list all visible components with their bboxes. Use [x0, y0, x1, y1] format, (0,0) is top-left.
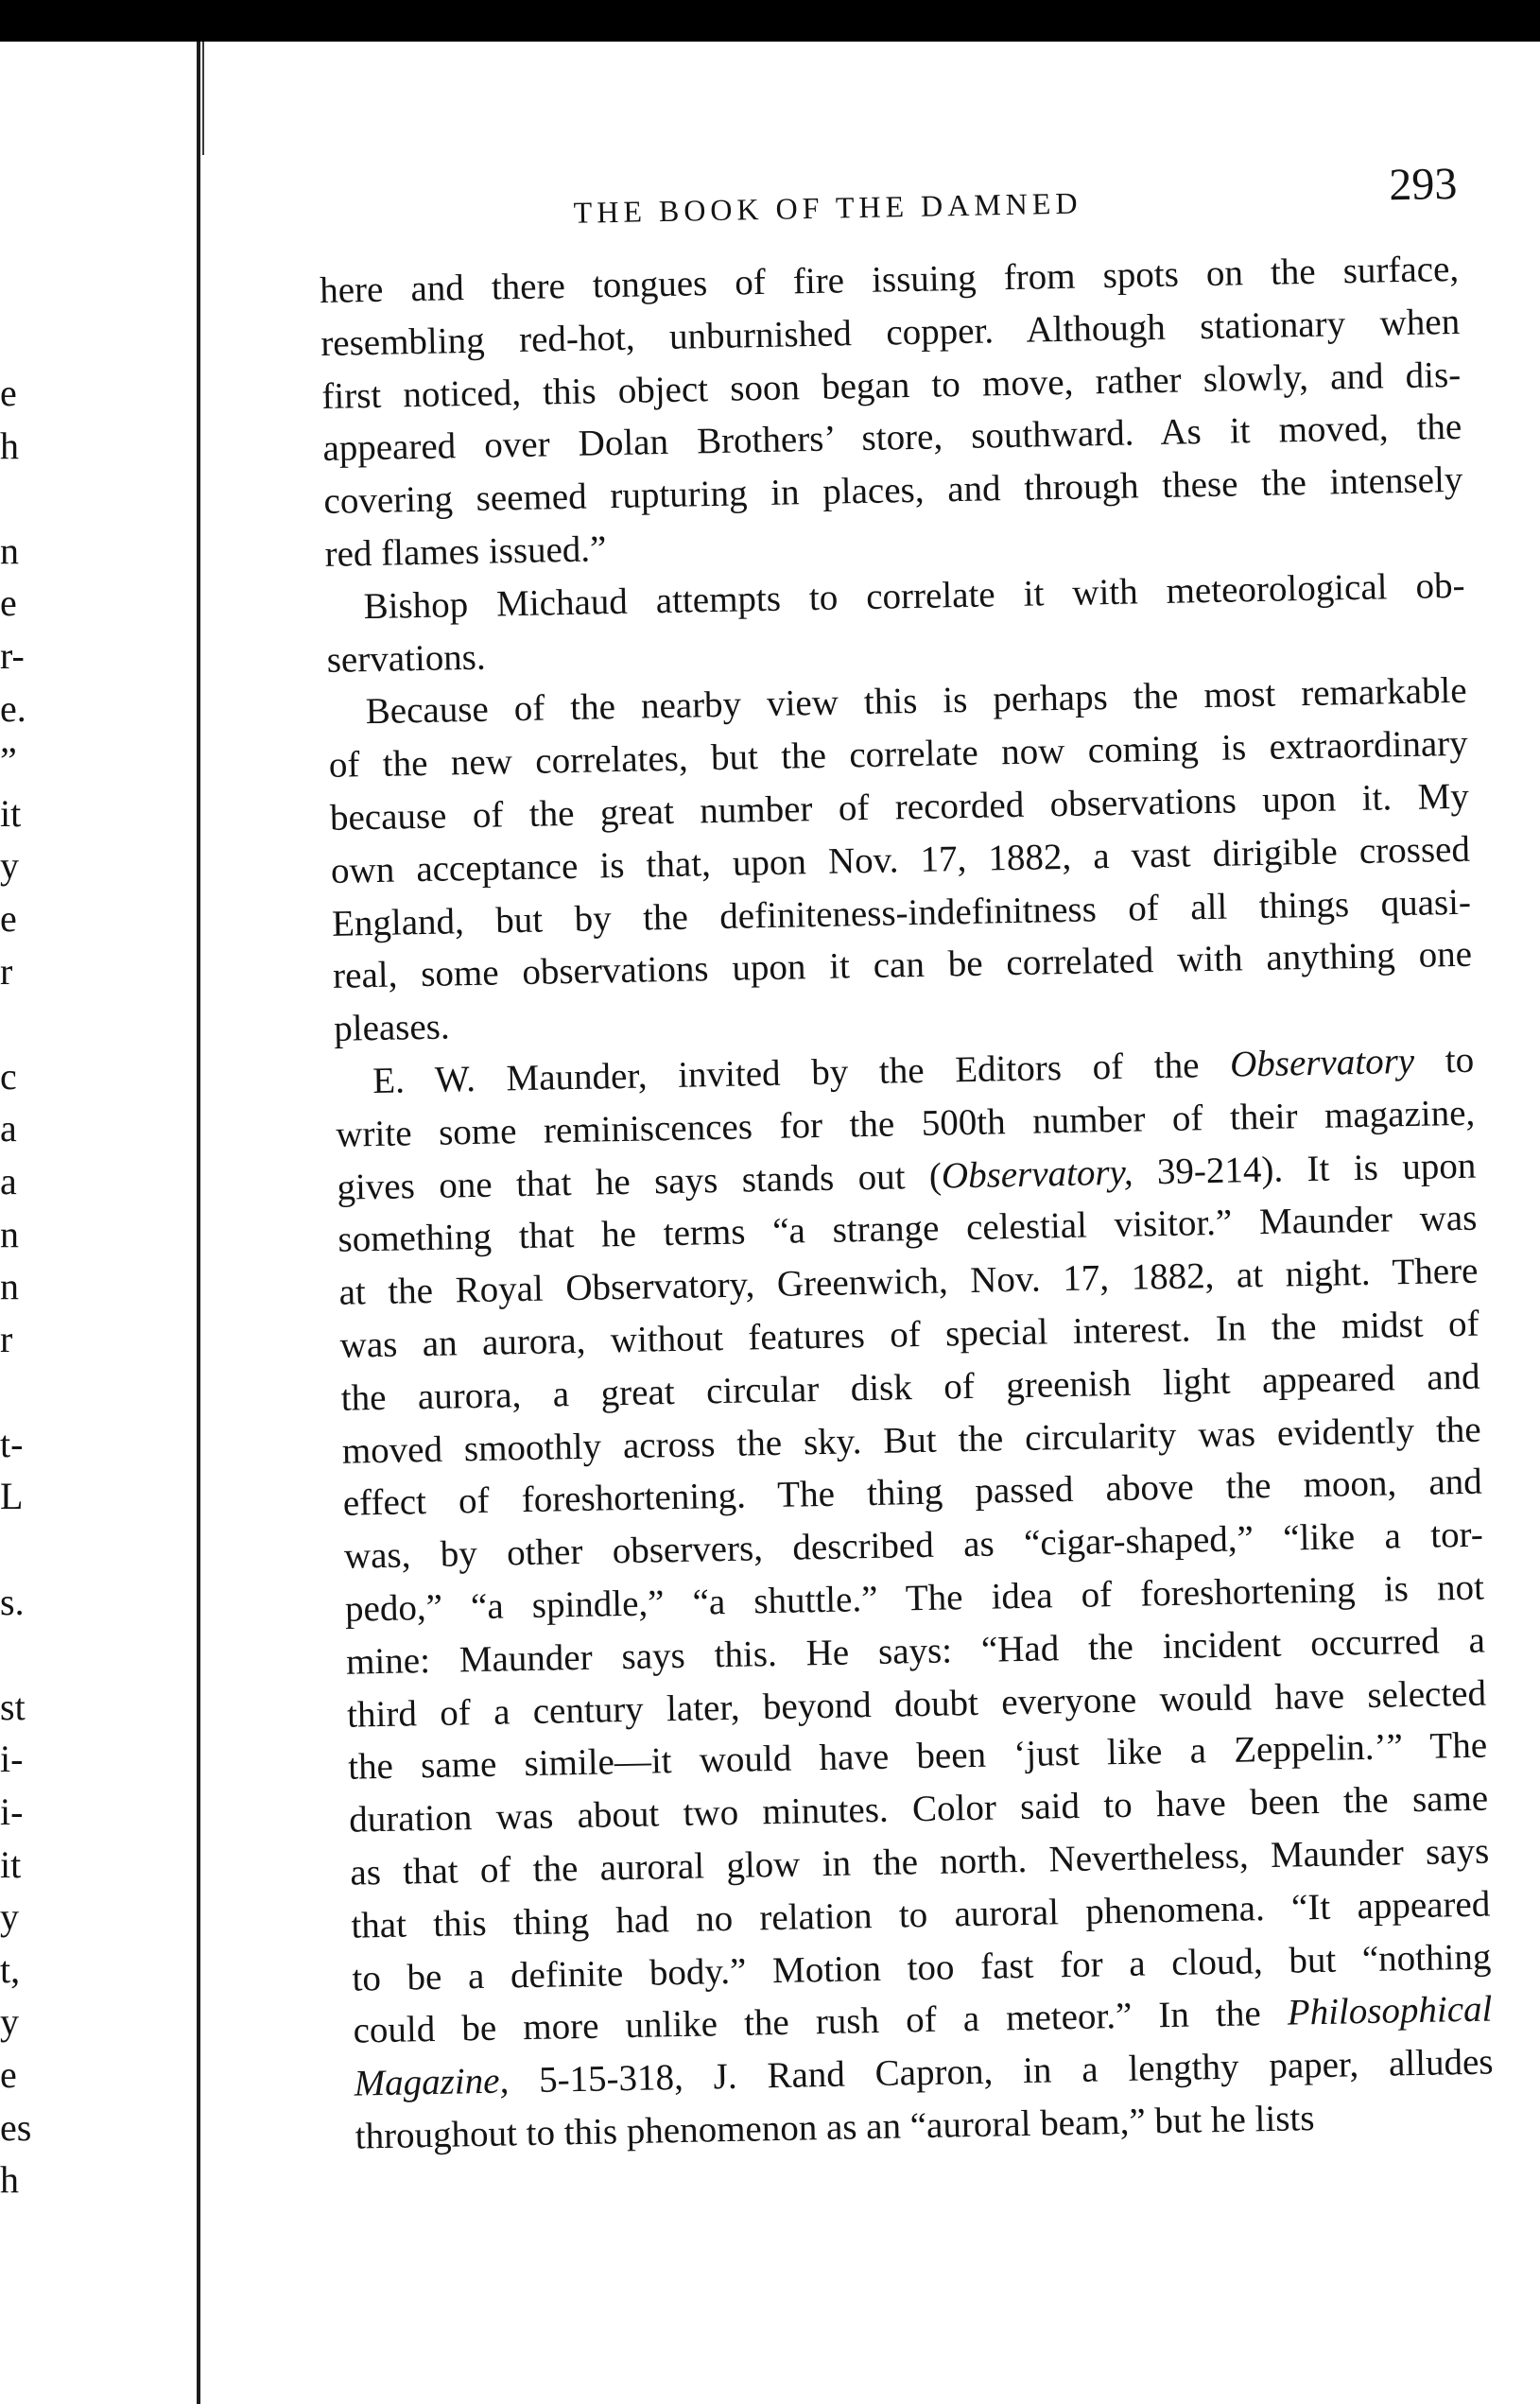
text-line: to be a definite body.” Motion too fast for a cloud, but “nothing	[352, 1936, 1492, 1999]
text-line: third of a century later, beyond doubt everyone would have selected	[346, 1672, 1487, 1736]
text-line: servations.	[326, 636, 487, 681]
previous-page-fragment	[0, 1628, 38, 1681]
previous-page-fragment: r-	[0, 633, 25, 677]
previous-page-fragment: e	[0, 2053, 17, 2096]
previous-page-fragment: c	[0, 1054, 17, 1098]
text-line: pleases.	[333, 1006, 451, 1049]
text-line: effect of foreshortening. The thing passed above the moon, and	[342, 1461, 1483, 1525]
text-line: that this thing had no relation to auroral phenomena. “It appeared	[351, 1883, 1491, 1946]
previous-page-fragment: a	[0, 1159, 17, 1202]
text-line: first noticed, this object soon began to move, rather slowly, and dis-	[320, 354, 1462, 417]
previous-page-fragment: es	[0, 2105, 32, 2149]
text-line: moved smoothly across the sky. But the circularity was evidently the	[341, 1409, 1482, 1472]
text-line: could be more unlike the rush of a meteor.” In the Philosophical	[353, 1988, 1493, 2051]
previous-page-fragment: t-	[0, 1422, 24, 1465]
previous-page-fragment: st	[0, 1685, 26, 1728]
previous-page-fragment	[0, 472, 38, 525]
paragraph	[327, 665, 1473, 1056]
previous-page-fragment: r	[0, 1317, 13, 1360]
previous-page-fragment: e	[0, 372, 17, 414]
previous-page-fragment: it	[0, 791, 22, 835]
previous-page-fragment	[0, 997, 38, 1050]
previous-page-fragment: L	[0, 1475, 24, 1518]
previous-page-fragment: e	[0, 581, 17, 625]
text-line: because of the great number of recorded observations upon it. My	[329, 775, 1470, 839]
previous-page-fragment: e.	[0, 686, 26, 730]
previous-page-fragment	[0, 1523, 38, 1576]
text-line: real, some observations upon it can be correlated with anything one	[332, 934, 1473, 997]
text-line: England, but by the definiteness-indefinitness of all things quasi-	[331, 881, 1472, 944]
text-line: the aurora, a great circular disk of greenish light appeared and	[340, 1356, 1480, 1419]
text-line: here and there tongues of fire issuing from spots on the surface,	[319, 248, 1460, 311]
previous-page-edge-fragments	[0, 367, 38, 2206]
text-line: write some reminiscences for the 500th number of their magazine,	[335, 1092, 1476, 1155]
previous-page-fragment: t,	[0, 1947, 21, 1991]
previous-page-fragment: i-	[0, 1790, 24, 1834]
text-line: at the Royal Observatory, Greenwich, Nov. 17, 1882, at night. There	[338, 1250, 1479, 1313]
previous-page-fragment	[0, 1365, 38, 1418]
text-line: Because of the nearby view this is perhaps the most remarkable	[365, 670, 1468, 733]
text-line: something that he terms “a strange celestial visitor.” Maunder was	[337, 1198, 1478, 1261]
previous-page-fragment: e	[0, 896, 17, 940]
paragraph	[335, 1034, 1495, 2164]
previous-page-fragment: i-	[0, 1738, 24, 1781]
previous-page-fragment: ”	[0, 739, 17, 783]
text-line: duration was about two minutes. Color said to have been the same	[348, 1777, 1489, 1841]
text-line: gives one that he says stands out (Observatory, 39-214). It is upon	[337, 1145, 1477, 1208]
text-line: of the new correlates, but the correlate now coming is extraordinary	[328, 722, 1469, 787]
text-line: as that of the auroral glow in the north. Nevertheless, Maunder says	[349, 1830, 1490, 1894]
text-line: was, by other observers, described as “cigar-shaped,” “like a tor-	[343, 1513, 1484, 1577]
text-line: mine: Maunder says this. He says: “Had the incident occurred a	[345, 1619, 1486, 1683]
previous-page-fragment: n	[0, 1212, 19, 1255]
previous-page-fragment: h	[0, 424, 19, 467]
paragraph	[320, 243, 1464, 581]
text-line: own acceptance is that, upon Nov. 17, 1882, a vast dirigible crossed	[330, 828, 1471, 891]
book-page	[318, 158, 1495, 2163]
previous-page-fragment: y	[0, 2000, 19, 2044]
page-number: 293	[1388, 158, 1458, 211]
previous-page-fragment: it	[0, 1842, 22, 1886]
text-line: resembling red-hot, unburnished copper. Although stationary when	[320, 301, 1461, 364]
text-line: Magazine, 5-15-318, J. Rand Capron, in a lengthy paper, alludes	[354, 2041, 1494, 2104]
previous-page-fragment: s.	[0, 1580, 25, 1623]
text-line: Bishop Michaud attempts to correlate it with meteorological ob-	[363, 564, 1465, 627]
gutter-shadow-secondary	[202, 42, 204, 155]
body-text	[320, 243, 1495, 2163]
running-title: THE BOOK OF THE DAMNED	[573, 185, 1082, 230]
previous-page-fragment: y	[0, 844, 19, 888]
gutter-shadow	[197, 42, 200, 2404]
text-line: throughout to this phenomenon as an “auroral beam,” but he lists	[355, 2098, 1315, 2157]
text-line: the same simile—it would have been ‘just like a Zeppelin.’” The	[347, 1724, 1488, 1788]
previous-page-fragment: a	[0, 1107, 17, 1150]
text-line: E. W. Maunder, invited by the Editors of the Observatory to	[372, 1039, 1475, 1102]
previous-page-fragment: h	[0, 2158, 19, 2202]
text-line: was an aurora, without features of special interest. In the midst of	[339, 1303, 1479, 1366]
previous-page-fragment: n	[0, 1265, 19, 1308]
text-line: covering seemed rupturing in places, and through these the intensely	[323, 458, 1463, 523]
previous-page-fragment: r	[0, 949, 13, 993]
previous-page-fragment: y	[0, 1895, 19, 1939]
text-line: red flames issued.”	[324, 528, 607, 575]
previous-page-fragment: n	[0, 528, 19, 572]
text-line: pedo,” “a spindle,” “a shuttle.” The idea of foreshortening is not	[344, 1566, 1485, 1630]
text-line: appeared over Dolan Brothers’ store, southward. As it moved, the	[322, 406, 1462, 470]
scan-top-border	[0, 0, 1540, 42]
